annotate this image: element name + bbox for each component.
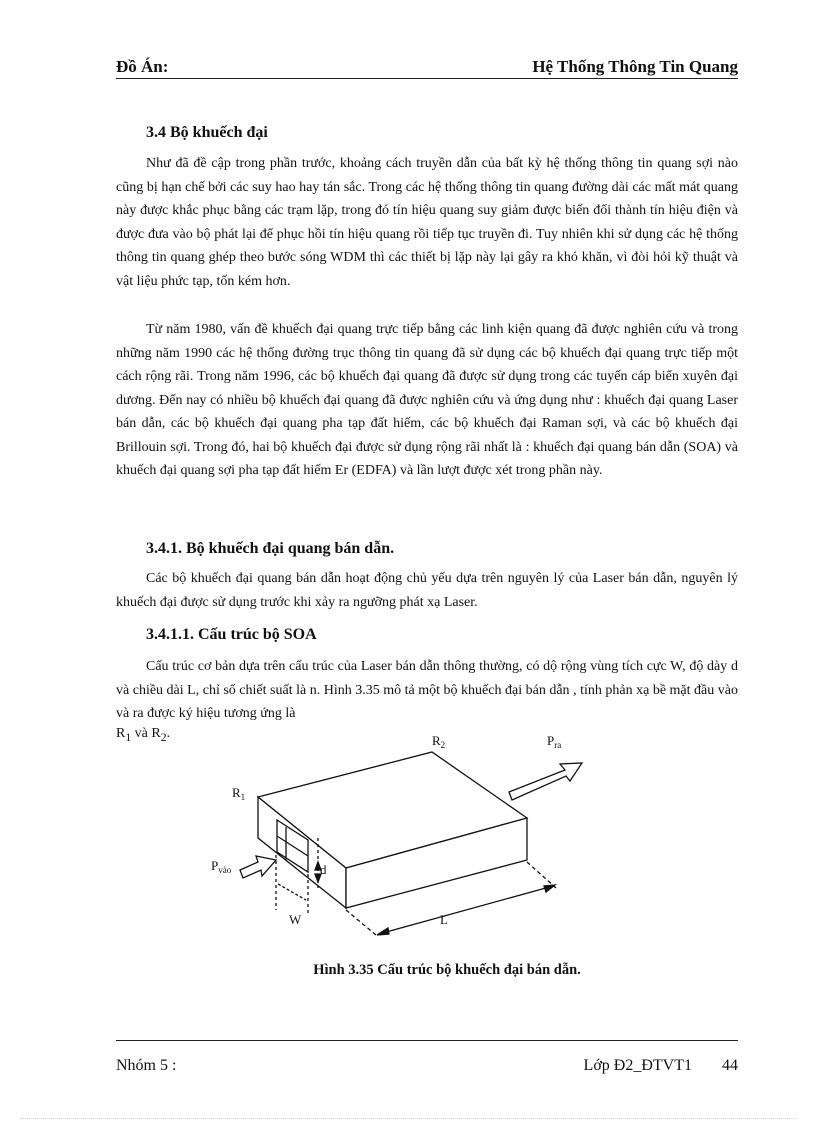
length-arrow <box>379 886 553 934</box>
header-right: Hệ Thống Thông Tin Quang <box>532 57 738 76</box>
page-number: 44 <box>722 1057 738 1074</box>
label-pra: $P_{ra}$ <box>547 733 562 750</box>
output-arrow <box>509 763 582 800</box>
section-heading: 3.4 Bộ khuếch đại <box>146 124 268 141</box>
label-l: L <box>440 912 448 927</box>
bottom-dotted-line <box>20 1118 796 1119</box>
footer-left: Nhóm 5 : <box>116 1057 177 1074</box>
figure-caption: Hình 3.35 Cấu trúc bộ khuếch đại bán dẫn. <box>313 962 581 978</box>
subsubsection-heading: 3.4.1.1. Cấu trúc bộ SOA <box>146 626 317 643</box>
header-left: Đồ Án: <box>116 57 169 76</box>
page-footer <box>116 1040 738 1074</box>
label-d: d <box>320 862 327 877</box>
subsubsection-text: Cấu trúc cơ bản dựa trên cấu trúc của Laser bán dẫn thông thường, có dộ rộng vùng tích cực W, độ dày d và chiều dài L, chỉ số chiết suất là n. Hình 3.35 mô tả một bộ khuếch đại bán dẫn , tính phản xạ bề mặt đầu vào và ra được ký hiệu tương ứng là <box>116 659 738 721</box>
footer-class: Lớp Đ2_ĐTVT1 <box>583 1057 692 1074</box>
reflectivity-symbols: $R_1$ và $R_2$. <box>116 726 171 744</box>
label-r2: $R_2$ <box>432 733 446 750</box>
input-arrow <box>240 856 276 878</box>
paragraph-2: Từ năm 1980, vấn đề khuếch đại quang trực tiếp bằng các linh kiện quang đã được nghiên cứu và trong những năm 1990 các hệ thống đường trục thông tin quang đã sử dụng các bộ khuếch đại quang trực tiếp một cách rộng rãi. Trong năm 1996, các bộ khuếch đại quang đã được sử dụng trong các tuyến cáp biển xuyên đại dương. Đến nay có nhiều bộ khuếch đại quang đã được nghiên cứu và ứng dụng như : khuếch đại quang Laser bán dẫn, các bộ khuếch đại quang pha tạp đất hiếm, các bộ khuếch đại Raman sợi, và các bộ khuếch đại Brillouin sợi. Trong đó, hai bộ khuếch đại được sử dụng rộng rãi nhất là : khuếch đại quang bán dẫn (SOA) và khuếch đại quang sợi pha tạp đất hiếm Er (EDFA) và lần lượt được xét trong phần này. <box>116 322 738 478</box>
subsection-paragraph: Các bộ khuếch đại quang bán dẫn hoạt động chủ yếu dựa trên nguyên lý của Laser bán dẫn, nguyên lý khuếch đại được sử dụng trước khi xảy ra ngưỡng phát xạ Laser. <box>116 571 738 610</box>
label-r1: $R_1$ <box>232 785 246 802</box>
subsection-heading: 3.4.1. Bộ khuếch đại quang bán dẫn. <box>146 540 395 557</box>
footer-right <box>584 1057 738 1075</box>
label-pvao: $P_{vào}$ <box>211 858 232 875</box>
paragraph-1: Như đã đề cập trong phần trước, khoảng cách truyền dẫn của bất kỳ hệ thống thông tin quang sợi nào cũng bị hạn chế bởi các suy hao hay tán sắc. Trong các hệ thống thông tin quang đường dài các mất mát quang này được khắc phục bằng các trạm lặp, trong đó tín hiệu quang suy giảm được biến đổi thành tín hiệu điện và được đưa vào bộ phát lại để phục hồi tín hiệu quang rồi tiếp tục truyền đi. Tuy nhiên khi sử dụng các hệ thống thông tin quang ghép theo bước sóng WDM thì các thiết bị lặp này lại gây ra khó khăn, vì đòi hỏi kỹ thuật và vật liệu phức tạp, tốn kém hơn. <box>116 156 738 289</box>
label-w: W <box>289 912 302 927</box>
